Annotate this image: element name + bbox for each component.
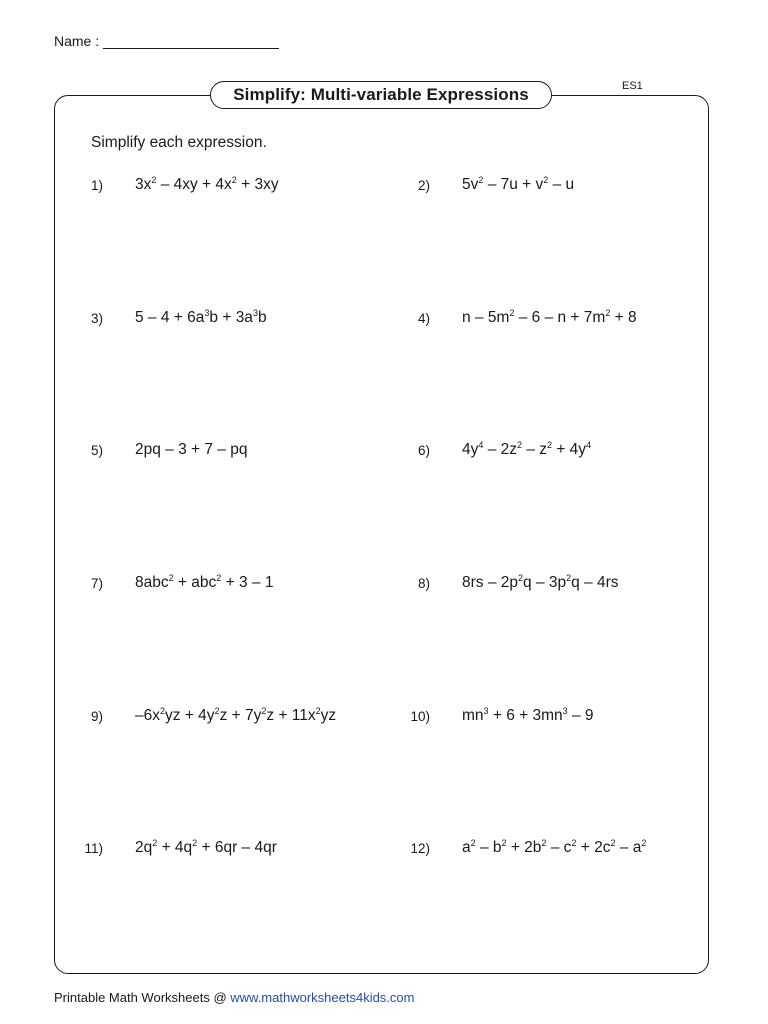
expression-term: –6x	[135, 707, 160, 724]
problem-number: 1)	[90, 178, 103, 193]
problem-expression	[135, 839, 277, 857]
expression-term: 2q	[135, 839, 153, 856]
problem-expression	[462, 707, 594, 725]
exponent: 2	[152, 838, 158, 848]
exponent: 3	[204, 308, 210, 318]
exponent: 2	[541, 838, 547, 848]
exponent: 2	[605, 308, 611, 318]
expression-term: z + 11x	[266, 707, 316, 724]
exponent: 2	[151, 175, 157, 185]
exponent: 4	[586, 440, 592, 450]
exponent: 2	[518, 573, 524, 583]
problem-expression	[462, 839, 646, 857]
exponent: 2	[610, 838, 616, 848]
problem-number: 5)	[90, 443, 103, 458]
expression-term: – c	[546, 839, 572, 856]
exponent: 3	[483, 706, 489, 716]
exponent: 2	[231, 175, 237, 185]
expression-term: 8abc	[135, 574, 169, 591]
problem-number: 3)	[90, 311, 103, 326]
exponent: 2	[214, 706, 220, 716]
exponent: 2	[168, 573, 174, 583]
exponent: 2	[571, 838, 577, 848]
problem-number: 7)	[90, 576, 103, 591]
expression-term: + 6 + 3mn	[488, 707, 563, 724]
expression-term: – 6 – n + 7m	[514, 309, 606, 326]
expression-term: 8rs – 2p	[462, 574, 519, 591]
problem-number: 9)	[90, 709, 103, 724]
problem-number: 4)	[417, 311, 430, 326]
expression-term: q – 4rs	[571, 574, 619, 591]
expression-term: + 4y	[552, 441, 587, 458]
expression-term: n – 5m	[462, 309, 510, 326]
exponent: 4	[478, 440, 484, 450]
problem-number: 6)	[417, 443, 430, 458]
expression-term: b + 3a	[209, 309, 253, 326]
expression-term: – b	[475, 839, 502, 856]
problem-expression	[135, 176, 279, 194]
expression-term: b	[257, 309, 267, 326]
problem-number: 11)	[84, 841, 103, 856]
exponent: 2	[543, 175, 549, 185]
exponent: 2	[216, 573, 222, 583]
exponent: 2	[517, 440, 523, 450]
expression-term: z + 7y	[219, 707, 262, 724]
expression-term: mn	[462, 707, 484, 724]
name-label: Name :	[54, 33, 100, 49]
problem-number: 10)	[410, 709, 430, 724]
exponent: 2	[509, 308, 515, 318]
worksheet-code: ES1	[622, 80, 643, 92]
problem-expression	[462, 176, 574, 194]
footer-link[interactable]: www.mathworksheets4kids.com	[230, 990, 415, 1005]
expression-term: – u	[548, 176, 575, 193]
problem-number: 2)	[417, 178, 430, 193]
exponent: 2	[478, 175, 484, 185]
expression-term: + 8	[610, 309, 637, 326]
problem-number: 12)	[410, 841, 430, 856]
expression-term: – 4xy + 4x	[156, 176, 232, 193]
expression-term: – z	[522, 441, 547, 458]
expression-term: + 3 – 1	[221, 574, 274, 591]
expression-term: q – 3p	[523, 574, 567, 591]
expression-term: a	[462, 839, 471, 856]
problem-expression	[462, 441, 591, 459]
expression-term: 2pq – 3 + 7 – pq	[135, 441, 248, 458]
name-blank-line[interactable]	[103, 34, 279, 49]
expression-term: 4y	[462, 441, 479, 458]
exponent: 2	[315, 706, 321, 716]
expression-term: – 7u + v	[483, 176, 544, 193]
expression-term: – a	[615, 839, 642, 856]
exponent: 2	[501, 838, 507, 848]
expression-term: + 2b	[506, 839, 542, 856]
problem-expression	[135, 574, 273, 592]
exponent: 3	[562, 706, 568, 716]
instructions: Simplify each expression.	[91, 134, 267, 151]
worksheet-title: Simplify: Multi-variable Expressions	[210, 81, 552, 109]
problem-expression	[135, 441, 247, 459]
expression-term: + 6qr – 4qr	[197, 839, 277, 856]
expression-term: yz + 4y	[165, 707, 215, 724]
exponent: 2	[160, 706, 166, 716]
expression-term: 5v	[462, 176, 479, 193]
exponent: 2	[566, 573, 572, 583]
name-field-row	[54, 33, 279, 49]
problem-expression	[135, 707, 336, 725]
footer-text: Printable Math Worksheets @	[54, 990, 231, 1005]
expression-term: + abc	[173, 574, 217, 591]
expression-term: 3x	[135, 176, 152, 193]
expression-term: – 9	[567, 707, 594, 724]
problem-expression	[462, 574, 619, 592]
exponent: 2	[470, 838, 476, 848]
problem-expression	[462, 309, 637, 327]
exponent: 2	[192, 838, 198, 848]
expression-term: yz	[320, 707, 337, 724]
expression-term: + 2c	[576, 839, 611, 856]
expression-term: + 4q	[157, 839, 193, 856]
problem-expression	[135, 309, 267, 327]
expression-term: 5 – 4 + 6a	[135, 309, 205, 326]
exponent: 3	[252, 308, 258, 318]
exponent: 2	[261, 706, 267, 716]
problem-number: 8)	[417, 576, 430, 591]
exponent: 2	[547, 440, 553, 450]
expression-term: + 3xy	[236, 176, 279, 193]
footer	[54, 990, 414, 1005]
exponent: 2	[641, 838, 647, 848]
expression-term: – 2z	[483, 441, 517, 458]
